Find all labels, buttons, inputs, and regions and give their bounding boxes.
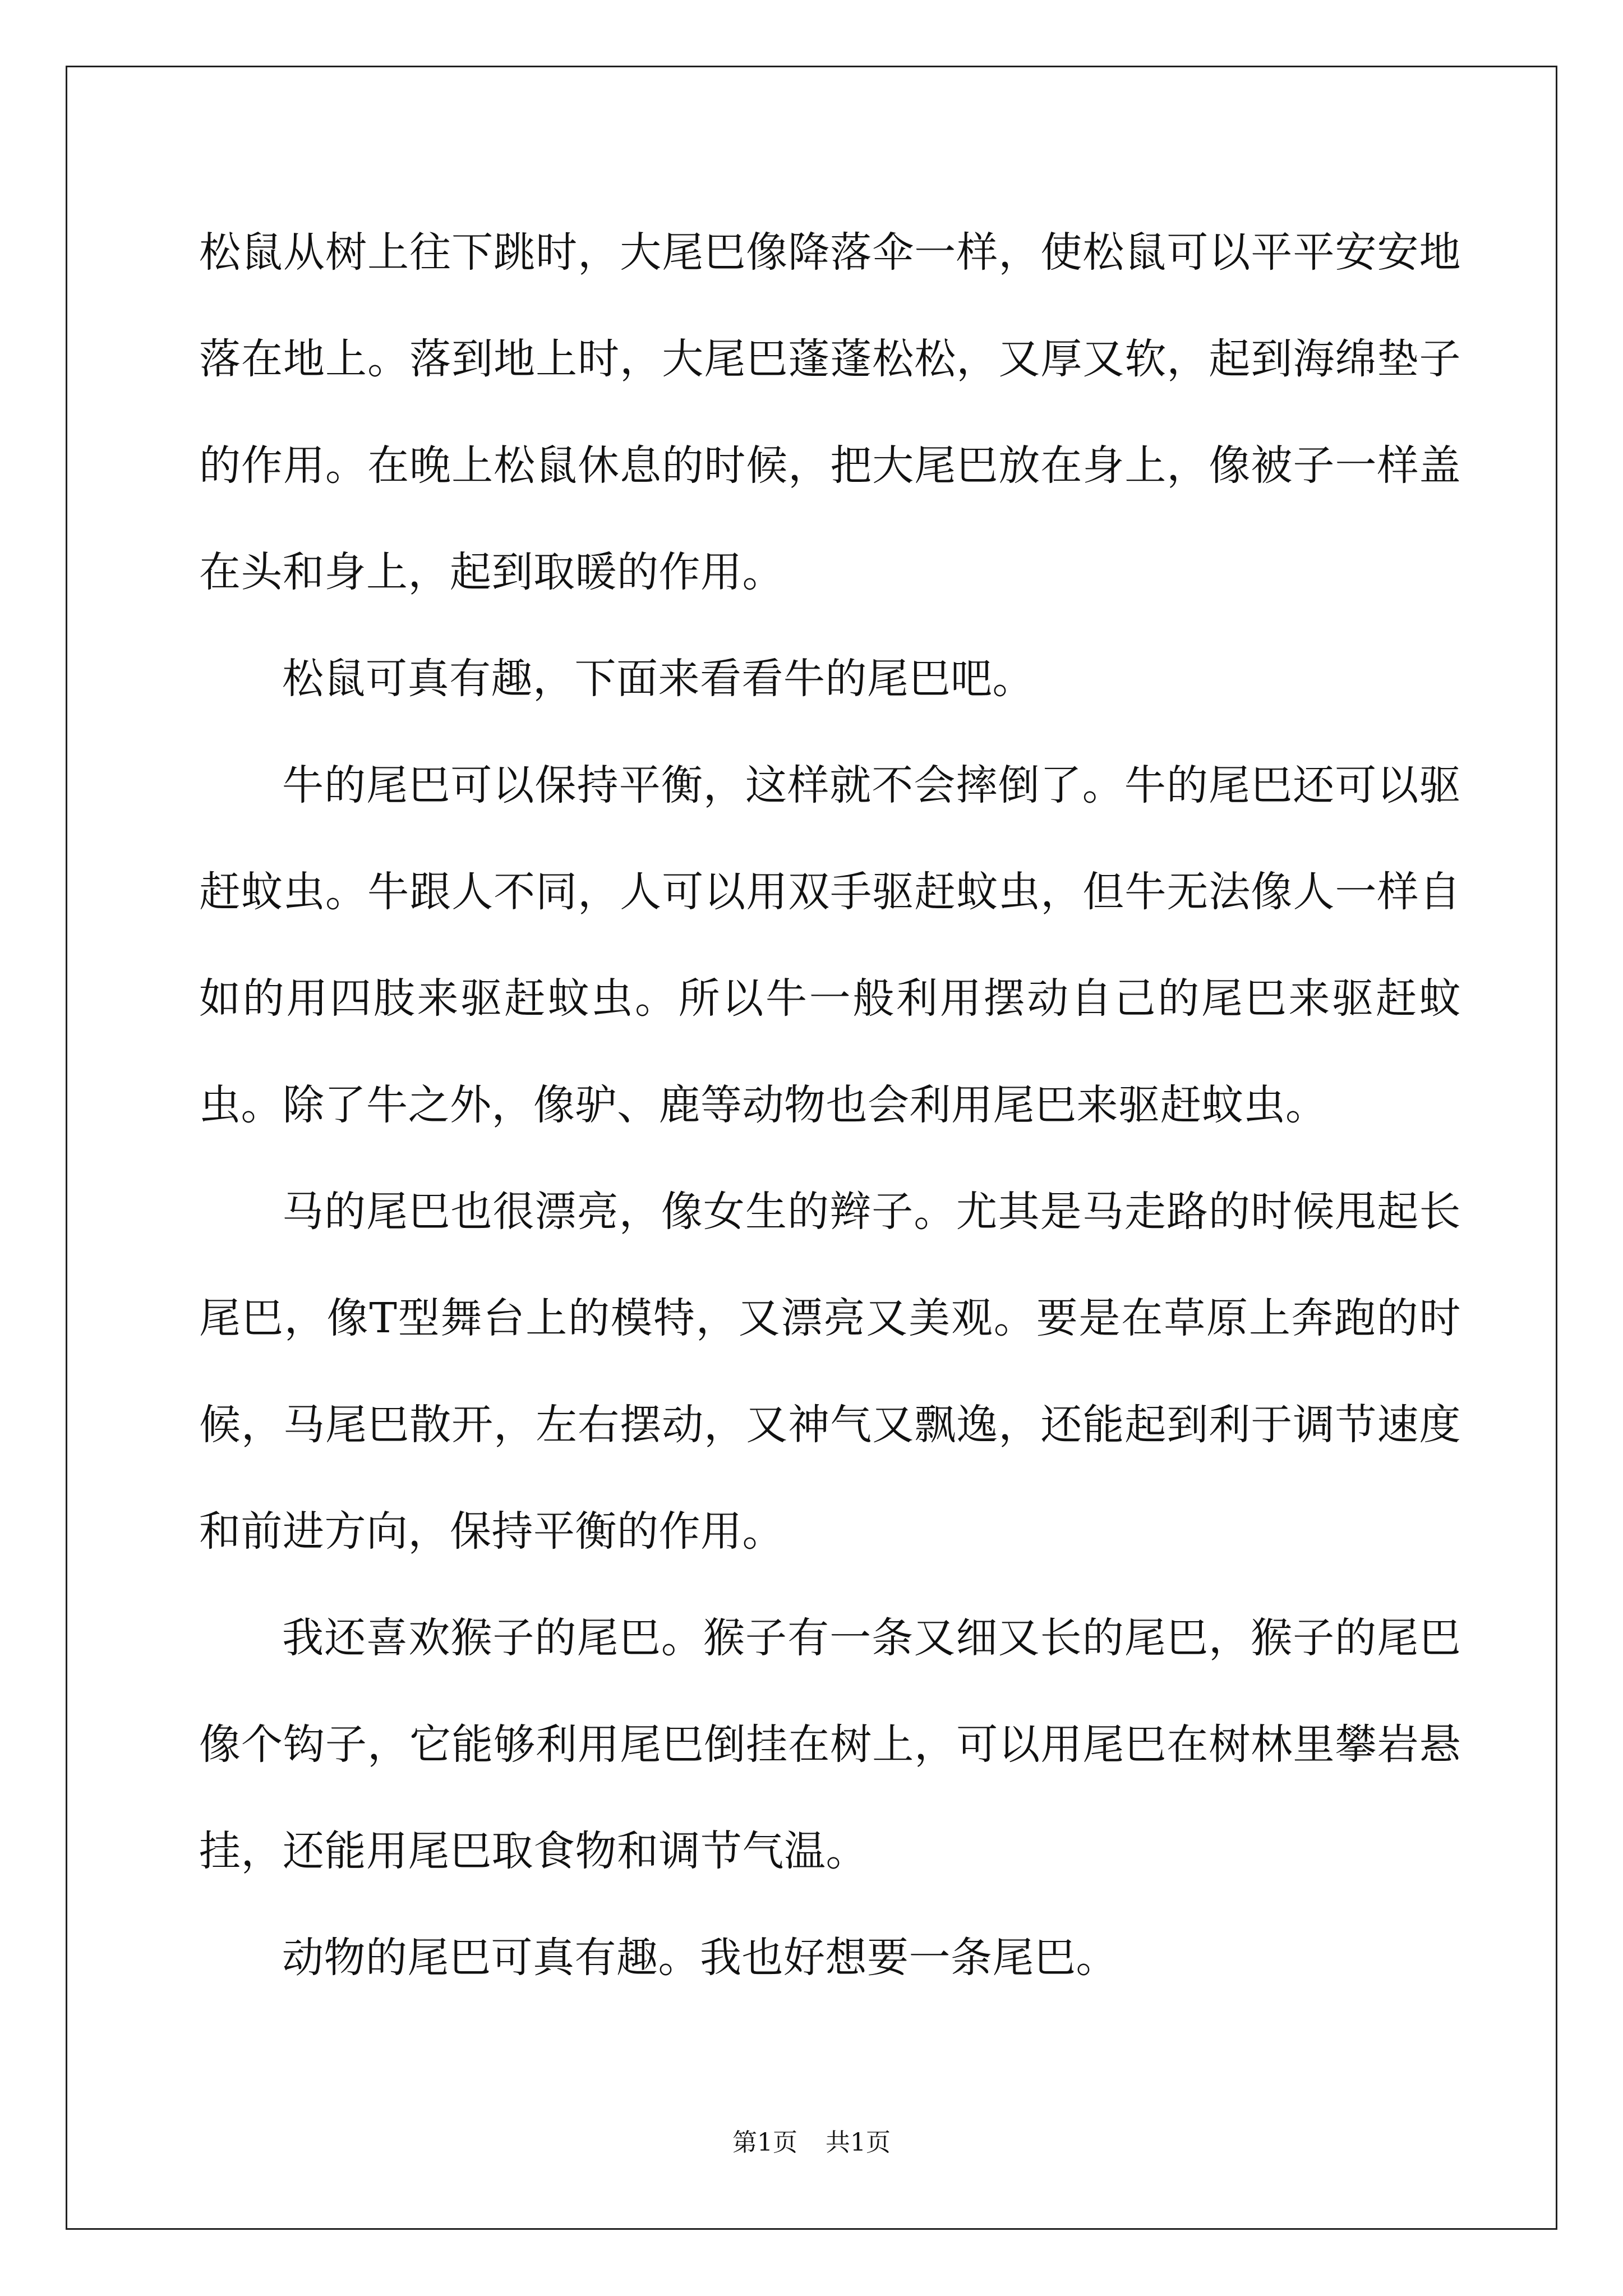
page-footer (0, 2126, 1623, 2160)
page-number: 第1页 (732, 2128, 797, 2157)
document-body (199, 199, 1461, 2011)
paragraph-3: 牛的尾巴可以保持平衡，这样就不会摔倒了。牛的尾巴还可以驱赶蚊虫。牛跟人不同，人可以用双手驱赶蚊虫，但牛无法像人一样自如的用四肢来驱赶蚊虫。所以牛一般利用摆动自己的尾巴来驱赶蚊虫。除了牛之外，像驴、鹿等动物也会利用尾巴来驱赶蚊虫。 (199, 761, 1461, 1129)
paragraph-2: 松鼠可真有趣，下面来看看牛的尾巴吧。 (282, 655, 1034, 703)
paragraph-1: 松鼠从树上往下跳时，大尾巴像降落伞一样，使松鼠可以平平安安地落在地上。落到地上时，大尾巴蓬蓬松松，又厚又软，起到海绵垫子的作用。在晚上松鼠休息的时候，把大尾巴放在身上，像被子一样盖在头和身上，起到取暖的作用。 (199, 228, 1461, 596)
page-total: 共1页 (826, 2128, 891, 2157)
paragraph-6: 动物的尾巴可真有趣。我也好想要一条尾巴。 (282, 1934, 1118, 1982)
paragraph-5: 我还喜欢猴子的尾巴。猴子有一条又细又长的尾巴，猴子的尾巴像个钩子，它能够利用尾巴倒挂在树上，可以用尾巴在树林里攀岩悬挂，还能用尾巴取食物和调节气温。 (199, 1614, 1461, 1875)
paragraph-4: 马的尾巴也很漂亮，像女生的辫子。尤其是马走路的时候甩起长尾巴，像T型舞台上的模特，又漂亮又美观。要是在草原上奔跑的时候，马尾巴散开，左右摆动，又神气又飘逸，还能起到利于调节速度和前进方向，保持平衡的作用。 (199, 1188, 1461, 1556)
